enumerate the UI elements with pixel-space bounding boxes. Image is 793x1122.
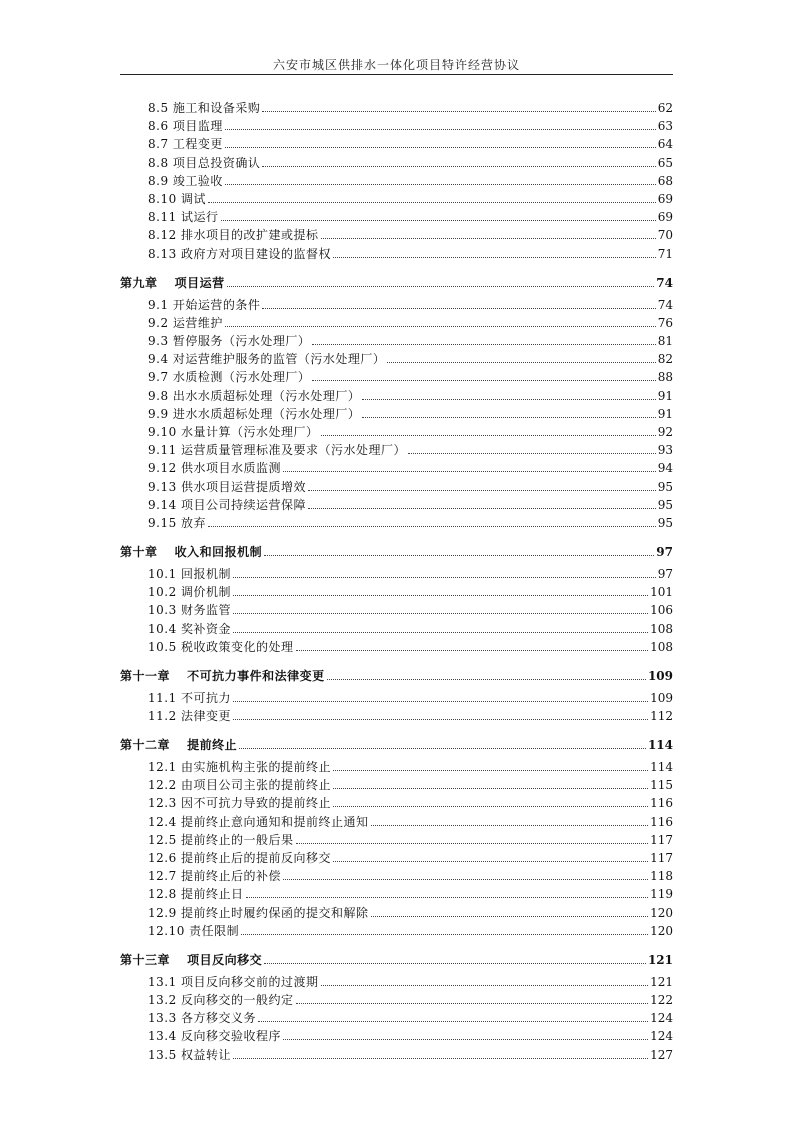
dot-leader <box>362 398 655 400</box>
toc-entry-title: 9.1 开始运营的条件 <box>148 297 261 312</box>
toc-page-number: 62 <box>657 101 673 115</box>
dot-leader <box>208 525 656 527</box>
toc-section-entry[interactable] <box>120 883 673 901</box>
toc-section-entry[interactable] <box>120 1044 673 1062</box>
dot-leader <box>333 256 656 258</box>
toc-page-number: 97 <box>657 567 673 581</box>
toc-section-entry[interactable] <box>120 618 673 636</box>
dot-leader <box>225 146 656 148</box>
dot-leader <box>333 860 648 862</box>
toc-page-number: 117 <box>650 832 673 847</box>
toc-entry-title: 第十一章 不可抗力事件和法律变更 <box>120 668 325 683</box>
dot-leader <box>227 285 655 287</box>
toc-section-entry[interactable] <box>120 971 673 989</box>
header-rule <box>120 74 673 75</box>
toc-page-number: 65 <box>657 155 673 170</box>
toc-page-number: 92 <box>657 425 673 439</box>
dot-leader <box>208 201 656 203</box>
toc-chapter-entry[interactable] <box>120 541 673 559</box>
toc-section-entry[interactable] <box>120 294 673 312</box>
dot-leader <box>241 933 648 935</box>
toc-page-number: 122 <box>650 993 673 1007</box>
toc-entry-title: 9.3 暂停服务（污水处理厂） <box>148 334 311 348</box>
toc-section-entry[interactable] <box>120 403 673 421</box>
toc-page-number: 91 <box>657 388 673 403</box>
toc-entry-title: 12.5 提前终止的一般后果 <box>148 832 294 847</box>
toc-section-entry[interactable] <box>120 563 673 581</box>
toc-page-number: 106 <box>650 603 673 618</box>
toc-page-number: 116 <box>650 796 673 811</box>
dot-leader <box>312 379 655 381</box>
toc-page-number: 95 <box>657 516 673 530</box>
toc-page-number: 71 <box>657 246 673 261</box>
toc-entry-title: 9.14 项目公司持续运营保障 <box>148 497 307 512</box>
toc-entry-title: 8.5 施工和设备采购 <box>148 101 261 115</box>
dot-leader <box>233 718 648 720</box>
toc-section-entry[interactable] <box>120 989 673 1007</box>
toc-section-entry[interactable] <box>120 133 673 151</box>
toc-section-entry[interactable] <box>120 224 673 242</box>
toc-section-entry[interactable] <box>120 847 673 865</box>
toc-entry-title: 13.3 各方移交义务 <box>148 1011 257 1026</box>
toc-entry-title: 12.8 提前终止日 <box>148 887 244 902</box>
toc-page-number: 70 <box>657 228 673 243</box>
toc-page-number: 64 <box>657 137 673 152</box>
toc-entry-title: 9.7 水质检测（污水处理厂） <box>148 370 311 385</box>
toc-section-entry[interactable] <box>120 705 673 723</box>
dot-leader <box>264 962 646 964</box>
dot-leader <box>262 307 655 309</box>
toc-section-entry[interactable] <box>120 599 673 617</box>
toc-page-number: 69 <box>657 210 673 225</box>
toc-entry-title: 第十二章 提前终止 <box>120 738 238 752</box>
toc-entry-title: 第十章 收入和回报机制 <box>120 545 263 559</box>
toc-entry-title: 12.7 提前终止后的补偿 <box>148 869 282 884</box>
toc-section-entry[interactable] <box>120 457 673 475</box>
toc-page-number: 121 <box>647 952 673 967</box>
toc-page-number: 68 <box>657 173 673 188</box>
toc-entry-title: 8.6 项目监理 <box>148 119 223 134</box>
toc-entry-title: 11.2 法律变更 <box>148 709 232 723</box>
toc-entry-title: 10.4 奖补资金 <box>148 621 232 636</box>
toc-section-entry[interactable] <box>120 756 673 774</box>
toc-page-number: 95 <box>657 497 673 512</box>
toc-section-entry[interactable] <box>120 348 673 366</box>
toc-entry-title: 13.4 反向移交验收程序 <box>148 1029 282 1044</box>
toc-entry-title: 9.15 放弃 <box>148 516 207 530</box>
dot-leader <box>333 787 648 789</box>
dot-leader <box>371 824 649 826</box>
toc-page-number: 121 <box>650 974 673 989</box>
toc-section-entry[interactable] <box>120 206 673 224</box>
toc-section-entry[interactable] <box>120 1025 673 1043</box>
dot-leader <box>308 489 656 491</box>
toc-section-entry[interactable] <box>120 636 673 654</box>
toc-entry-title: 第九章 项目运营 <box>120 275 225 290</box>
dot-leader <box>239 747 646 749</box>
toc-entry-title: 12.6 提前终止后的提前反向移交 <box>148 851 332 865</box>
toc-section-entry[interactable] <box>120 902 673 920</box>
toc-entry-title: 9.2 运营维护 <box>148 315 223 330</box>
toc-section-entry[interactable] <box>120 1007 673 1025</box>
dot-leader <box>321 434 656 436</box>
toc-entry-title: 13.2 反向移交的一般约定 <box>148 993 294 1007</box>
dot-leader <box>333 769 648 771</box>
toc-entry-title: 第十三章 项目反向移交 <box>120 952 263 967</box>
toc-section-entry[interactable] <box>120 512 673 530</box>
toc-entry-title: 8.10 调试 <box>148 192 207 206</box>
dot-leader <box>233 612 648 614</box>
dot-leader <box>225 183 656 185</box>
dot-leader <box>258 1020 648 1022</box>
toc-section-entry[interactable] <box>120 920 673 938</box>
dot-leader <box>233 700 648 702</box>
dot-leader <box>321 984 649 986</box>
toc-section-entry[interactable] <box>120 774 673 792</box>
dot-leader <box>283 878 648 880</box>
toc-entry-title: 10.1 回报机制 <box>148 567 232 581</box>
toc-page-number: 120 <box>650 905 673 920</box>
dot-leader <box>333 805 648 807</box>
running-header: 六安市城区供排水一体化项目特许经营协议 <box>272 58 520 72</box>
dot-leader <box>408 452 656 454</box>
toc-page-number: 115 <box>650 778 673 793</box>
dot-leader <box>233 594 648 596</box>
toc-page-number: 76 <box>657 315 673 330</box>
toc-section-entry[interactable] <box>120 243 673 261</box>
toc-entry-title: 11.1 不可抗力 <box>148 690 232 705</box>
toc-entry-title: 12.3 因不可抗力导致的提前终止 <box>148 796 332 811</box>
dot-leader <box>225 325 656 327</box>
toc-page-number: 82 <box>657 352 673 367</box>
toc-entry-title: 9.11 运营质量管理标准及要求（污水处理厂） <box>148 443 407 458</box>
dot-leader <box>246 896 649 898</box>
dot-leader <box>362 416 655 418</box>
toc-section-entry[interactable] <box>120 829 673 847</box>
toc-entry-title: 10.2 调价机制 <box>148 585 232 600</box>
toc-section-entry[interactable] <box>120 115 673 133</box>
toc-page-number: 108 <box>650 621 673 636</box>
toc-entry-title: 12.10 责任限制 <box>148 923 240 938</box>
toc-entry-title: 8.11 试运行 <box>148 210 219 225</box>
toc-section-entry[interactable] <box>120 152 673 170</box>
dot-leader <box>233 1057 648 1059</box>
dot-leader <box>233 631 648 633</box>
toc-entry-title: 12.9 提前终止时履约保函的提交和解除 <box>148 905 369 920</box>
toc-page-number: 74 <box>656 275 673 290</box>
toc-page-number: 114 <box>650 760 673 774</box>
toc-entry-title: 8.13 政府方对项目建设的监督权 <box>148 246 332 261</box>
toc-page-number: 91 <box>657 406 673 421</box>
dot-leader <box>296 842 649 844</box>
toc-section-entry[interactable] <box>120 97 673 115</box>
toc-entry-title: 8.7 工程变更 <box>148 137 223 152</box>
toc-section-entry[interactable] <box>120 366 673 384</box>
dot-leader <box>371 915 649 917</box>
dot-leader <box>225 128 656 130</box>
toc-entry-title: 9.4 对运营维护服务的监管（污水处理厂） <box>148 352 386 367</box>
toc-page-number: 120 <box>650 923 673 938</box>
toc-section-entry[interactable] <box>120 811 673 829</box>
dot-leader <box>283 470 656 472</box>
toc-page-number: 63 <box>657 119 673 134</box>
dot-leader <box>321 237 656 239</box>
toc-entry-title: 9.10 水量计算（污水处理厂） <box>148 425 319 439</box>
dot-leader <box>221 219 656 221</box>
toc-section-entry[interactable] <box>120 476 673 494</box>
toc-entry-title: 12.4 提前终止意向通知和提前终止通知 <box>148 814 369 829</box>
toc-page-number: 74 <box>657 297 673 312</box>
dot-leader <box>296 1002 649 1004</box>
dot-leader <box>262 110 655 112</box>
toc-page-number: 88 <box>657 370 673 385</box>
toc-entry-title: 8.12 排水项目的改扩建或提标 <box>148 228 319 243</box>
toc-section-entry[interactable] <box>120 385 673 403</box>
toc-entry-title: 9.8 出水水质超标处理（污水处理厂） <box>148 388 361 403</box>
toc-page-number: 117 <box>650 851 673 865</box>
toc-section-entry[interactable] <box>120 687 673 705</box>
toc-page-number: 93 <box>657 443 673 458</box>
toc-entry-title: 10.3 财务监管 <box>148 603 232 618</box>
toc-entry-title: 13.5 权益转让 <box>148 1047 232 1062</box>
toc-chapter-entry[interactable] <box>120 272 673 290</box>
dot-leader <box>233 576 656 578</box>
toc-entry-title: 8.9 竣工验收 <box>148 173 223 188</box>
toc-section-entry[interactable] <box>120 865 673 883</box>
toc-page-number: 127 <box>650 1047 673 1062</box>
toc-section-entry[interactable] <box>120 421 673 439</box>
dot-leader <box>327 678 646 680</box>
toc-page-number: 124 <box>650 1029 673 1044</box>
toc-section-entry[interactable] <box>120 330 673 348</box>
toc-page-number: 69 <box>657 192 673 206</box>
toc-entry-title: 9.9 进水水质超标处理（污水处理厂） <box>148 406 361 421</box>
dot-leader <box>308 507 656 509</box>
toc-page-number: 94 <box>657 461 673 476</box>
toc-page-number: 109 <box>647 668 673 683</box>
toc-chapter-entry[interactable] <box>120 665 673 683</box>
toc-section-entry[interactable] <box>120 792 673 810</box>
toc-section-entry[interactable] <box>120 170 673 188</box>
dot-leader <box>387 361 655 363</box>
toc-section-entry[interactable] <box>120 312 673 330</box>
toc-page-number: 118 <box>650 869 673 884</box>
toc-entry-title: 8.8 项目总投资确认 <box>148 155 261 170</box>
dot-leader <box>262 165 655 167</box>
toc-chapter-entry[interactable] <box>120 734 673 752</box>
dot-leader <box>264 554 654 556</box>
toc-page-number: 112 <box>650 709 673 723</box>
toc-section-entry[interactable] <box>120 439 673 457</box>
toc-entry-title: 9.13 供水项目运营提质增效 <box>148 479 307 494</box>
toc-page-number: 109 <box>650 690 673 705</box>
toc-page-number: 116 <box>650 814 673 829</box>
toc-page-number: 97 <box>656 545 673 559</box>
toc-page-number: 95 <box>657 479 673 494</box>
toc-entry-title: 9.12 供水项目水质监测 <box>148 461 282 476</box>
toc-entry-title: 12.1 由实施机构主张的提前终止 <box>148 760 332 774</box>
toc-entry-title: 10.5 税收政策变化的处理 <box>148 639 294 654</box>
toc-page-number: 124 <box>650 1011 673 1026</box>
dot-leader <box>312 343 655 345</box>
toc-entry-title: 13.1 项目反向移交前的过渡期 <box>148 974 319 989</box>
dot-leader <box>296 649 649 651</box>
toc-page-number: 81 <box>657 334 673 348</box>
toc-entry-title: 12.2 由项目公司主张的提前终止 <box>148 778 332 793</box>
dot-leader <box>283 1038 648 1040</box>
toc-section-entry[interactable] <box>120 188 673 206</box>
toc-page-number: 114 <box>647 738 673 752</box>
toc-chapter-entry[interactable] <box>120 949 673 967</box>
toc-page-number: 119 <box>650 887 673 902</box>
toc-page-number: 101 <box>650 585 673 600</box>
toc-page-number: 108 <box>650 639 673 654</box>
toc-section-entry[interactable] <box>120 581 673 599</box>
toc-section-entry[interactable] <box>120 494 673 512</box>
